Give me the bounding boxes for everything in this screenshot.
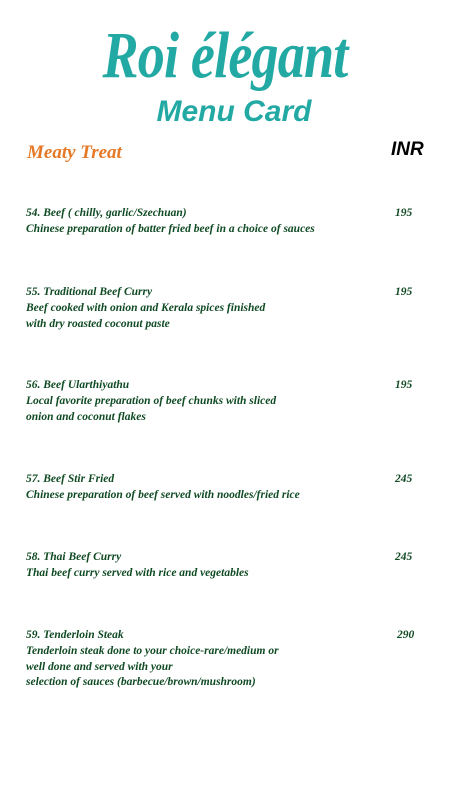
menu-item-description: Chinese preparation of batter fried beef in a choice of sauces — [26, 222, 315, 235]
menu-item-price: 195 — [395, 286, 413, 298]
menu-item-name: 57. Beef Stir Fried — [26, 473, 115, 485]
menu-item — [26, 206, 426, 238]
restaurant-name: Roi élégant — [102, 19, 348, 92]
menu-item-description: Local favorite preparation of beef chunks with sliced onion and coconut flakes — [26, 394, 277, 423]
menu-item-description: Thai beef curry served with rice and vegetables — [26, 566, 249, 579]
menu-item-price: 245 — [395, 551, 413, 563]
menu-item-description: Beef cooked with onion and Kerala spices finished with dry roasted coconut paste — [26, 301, 266, 330]
menu-item-price: 245 — [395, 473, 413, 485]
menu-item — [26, 628, 426, 691]
menu-item-name: 59. Tenderloin Steak — [26, 629, 124, 641]
menu-item-price: 195 — [395, 379, 413, 391]
menu-item-name: 56. Beef Ularthiyathu — [26, 379, 130, 391]
section-title: Meaty Treat — [27, 142, 122, 163]
menu-item — [26, 550, 426, 582]
menu-item-price: 195 — [395, 207, 413, 219]
menu-item — [26, 378, 426, 425]
currency-label: INR — [391, 139, 424, 160]
menu-item — [26, 285, 426, 332]
menu-card-title: Menu Card — [156, 95, 312, 128]
menu-item-name: 58. Thai Beef Curry — [26, 551, 122, 563]
menu-item-price: 290 — [397, 629, 415, 641]
menu-item — [26, 472, 426, 504]
menu-item-description: Chinese preparation of beef served with noodles/fried rice — [26, 488, 300, 501]
menu-item-name: 55. Traditional Beef Curry — [26, 286, 153, 298]
menu-item-description: Tenderloin steak done to your choice-rare/medium or well done and served with your selection of sauces (barbecue/brown/mushroom) — [26, 644, 279, 689]
menu-item-name: 54. Beef ( chilly, garlic/Szechuan) — [26, 207, 187, 219]
